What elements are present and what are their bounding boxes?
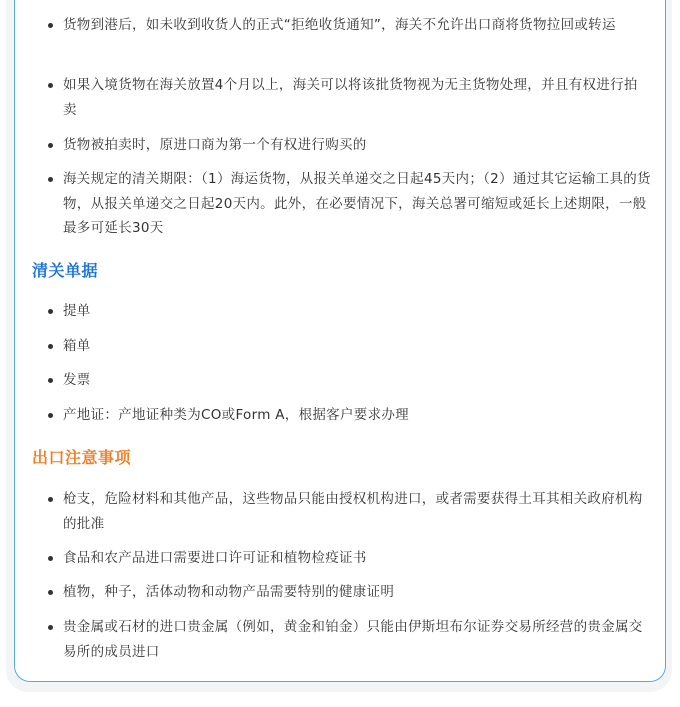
list-item: [63, 546, 651, 571]
section-heading-export-notes: 出口注意事项: [32, 448, 132, 467]
list-item: [63, 133, 651, 158]
bullet-icon: [48, 23, 53, 28]
list-item: [63, 167, 651, 241]
list-item-text: 植物，种子，活体动物和动物产品需要特别的健康证明: [63, 584, 395, 600]
bullet-icon: [48, 143, 53, 148]
bullet-icon: [48, 413, 53, 418]
list-item: [63, 615, 651, 664]
list-item-text: 提单: [63, 303, 91, 319]
list-item-text: 食品和农产品进口需要进口许可证和植物检疫证书: [63, 550, 367, 566]
list-item-text: 如果入境货物在海关放置4个月以上，海关可以将该批货物视为无主货物处理，并且有权进行拍卖: [63, 77, 638, 118]
bullet-icon: [48, 177, 53, 182]
list-item: [63, 334, 651, 359]
bullet-icon: [48, 625, 53, 630]
list-item-text: 箱单: [63, 338, 91, 354]
bullet-icon: [48, 83, 53, 88]
list-item: [63, 299, 651, 324]
bullet-icon: [48, 590, 53, 595]
bullet-icon: [48, 344, 53, 349]
list-item-text: 枪支，危险材料和其他产品，这些物品只能由授权机构进口，或者需要获得土耳其相关政府机构的批准: [63, 491, 643, 532]
list-item: [63, 368, 651, 393]
list-item-text: 货物被拍卖时，原进口商为第一个有权进行购买的: [63, 137, 367, 153]
list-item-text: 产地证：产地证种类为CO或Form A，根据客户要求办理: [63, 407, 409, 423]
list-item: [63, 403, 651, 428]
list-item-text: 货物到港后，如未收到收货人的正式“拒绝收货通知”，海关不允许出口商将货物拉回或转运: [63, 17, 616, 33]
bullet-icon: [48, 378, 53, 383]
list-item: [63, 580, 651, 605]
bullet-icon: [48, 556, 53, 561]
list-item: [63, 13, 651, 38]
list-item-text: 贵金属或石材的进口贵金属（例如，黄金和铂金）只能由伊斯坦布尔证券交易所经营的贵金属交易所的成员进口: [63, 619, 643, 660]
bullet-icon: [48, 497, 53, 502]
list-item: [63, 487, 651, 536]
list-item: [63, 73, 651, 122]
section-heading-clearance-documents: 清关单据: [32, 261, 99, 280]
bullet-icon: [48, 309, 53, 314]
list-item-text: 发票: [63, 372, 91, 388]
list-item-text: 海关规定的清关期限：（1）海运货物，从报关单递交之日起45天内；（2）通过其它运输工具的货物，从报关单递交之日起20天内。此外，在必要情况下，海关总署可缩短或延长上述期限，一般最多可延长30天: [63, 171, 651, 236]
